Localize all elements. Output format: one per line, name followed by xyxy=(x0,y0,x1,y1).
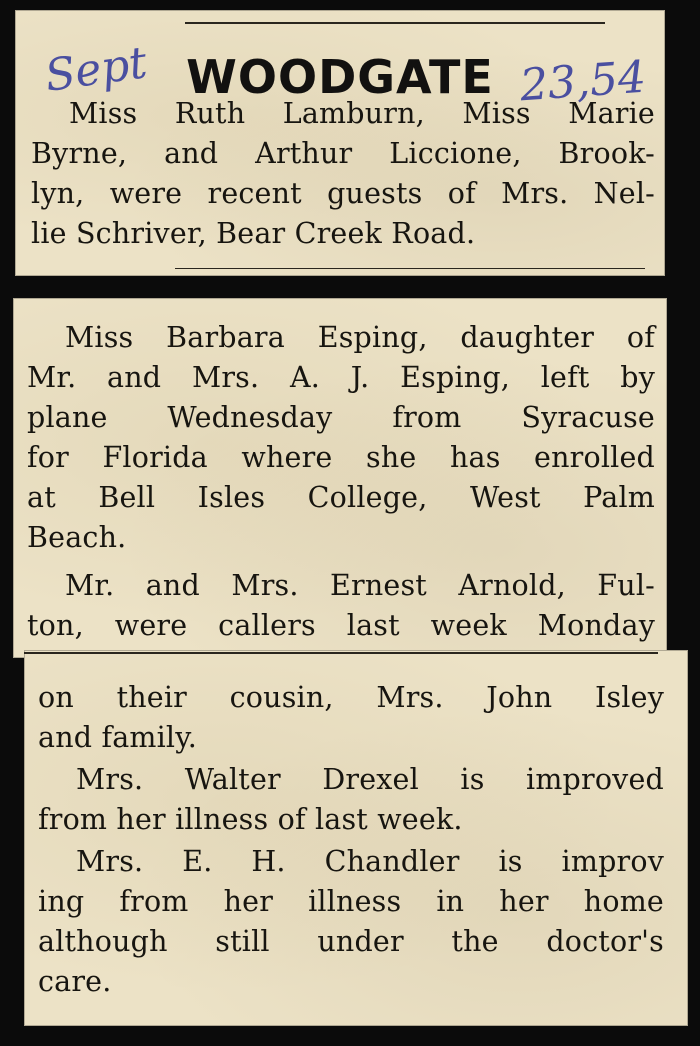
text-line: ton, were callers last week Monday xyxy=(27,609,655,642)
handwritten-month: Sept xyxy=(41,37,151,102)
top-rule xyxy=(24,652,658,654)
bottom-rule xyxy=(175,268,645,269)
paragraph-guests xyxy=(31,94,655,254)
text-line: Mrs. E. H. Chandler is improv xyxy=(76,845,664,878)
text-line: lie Schriver, Bear Creek Road. xyxy=(31,217,476,250)
text-line: for Florida where she has enrolled xyxy=(27,441,655,474)
text-line: plane Wednesday from Syracuse xyxy=(27,401,655,434)
text-line: Beach. xyxy=(27,521,127,554)
text-line: although still under the doctor's xyxy=(38,925,664,958)
text-line: Byrne, and Arthur Liccione, Brook- xyxy=(31,137,655,170)
text-line: Mr. and Mrs. A. J. Esping, left by xyxy=(27,361,655,394)
handwritten-date: 23,54 xyxy=(518,51,648,112)
top-rule xyxy=(185,22,605,24)
clipping-esping-arnold xyxy=(13,298,667,658)
text-line: at Bell Isles College, West Palm xyxy=(27,481,655,514)
paragraph-esping xyxy=(27,318,655,558)
text-line: Miss Barbara Esping, daughter of xyxy=(65,321,655,354)
text-line: from her illness of last week. xyxy=(38,803,463,836)
text-line: Miss Ruth Lamburn, Miss Marie xyxy=(69,97,655,130)
paragraph-chandler xyxy=(38,842,664,1002)
clipping-woodgate-header xyxy=(15,10,665,276)
text-line: care. xyxy=(38,965,112,998)
paragraph-isley xyxy=(38,678,664,758)
text-line: on their cousin, Mrs. John Isley xyxy=(38,681,664,714)
clipping-isley-drexel-chandler xyxy=(24,650,688,1026)
text-line: Mrs. Walter Drexel is improved xyxy=(76,763,664,796)
text-line: and family. xyxy=(38,721,198,754)
text-line: Mr. and Mrs. Ernest Arnold, Ful- xyxy=(65,569,655,602)
column-heading: WOODGATE xyxy=(186,50,494,104)
text-line: lyn, were recent guests of Mrs. Nel- xyxy=(31,177,655,210)
paragraph-arnold xyxy=(27,566,655,646)
paragraph-drexel xyxy=(38,760,664,840)
text-line: ing from her illness in her home xyxy=(38,885,664,918)
